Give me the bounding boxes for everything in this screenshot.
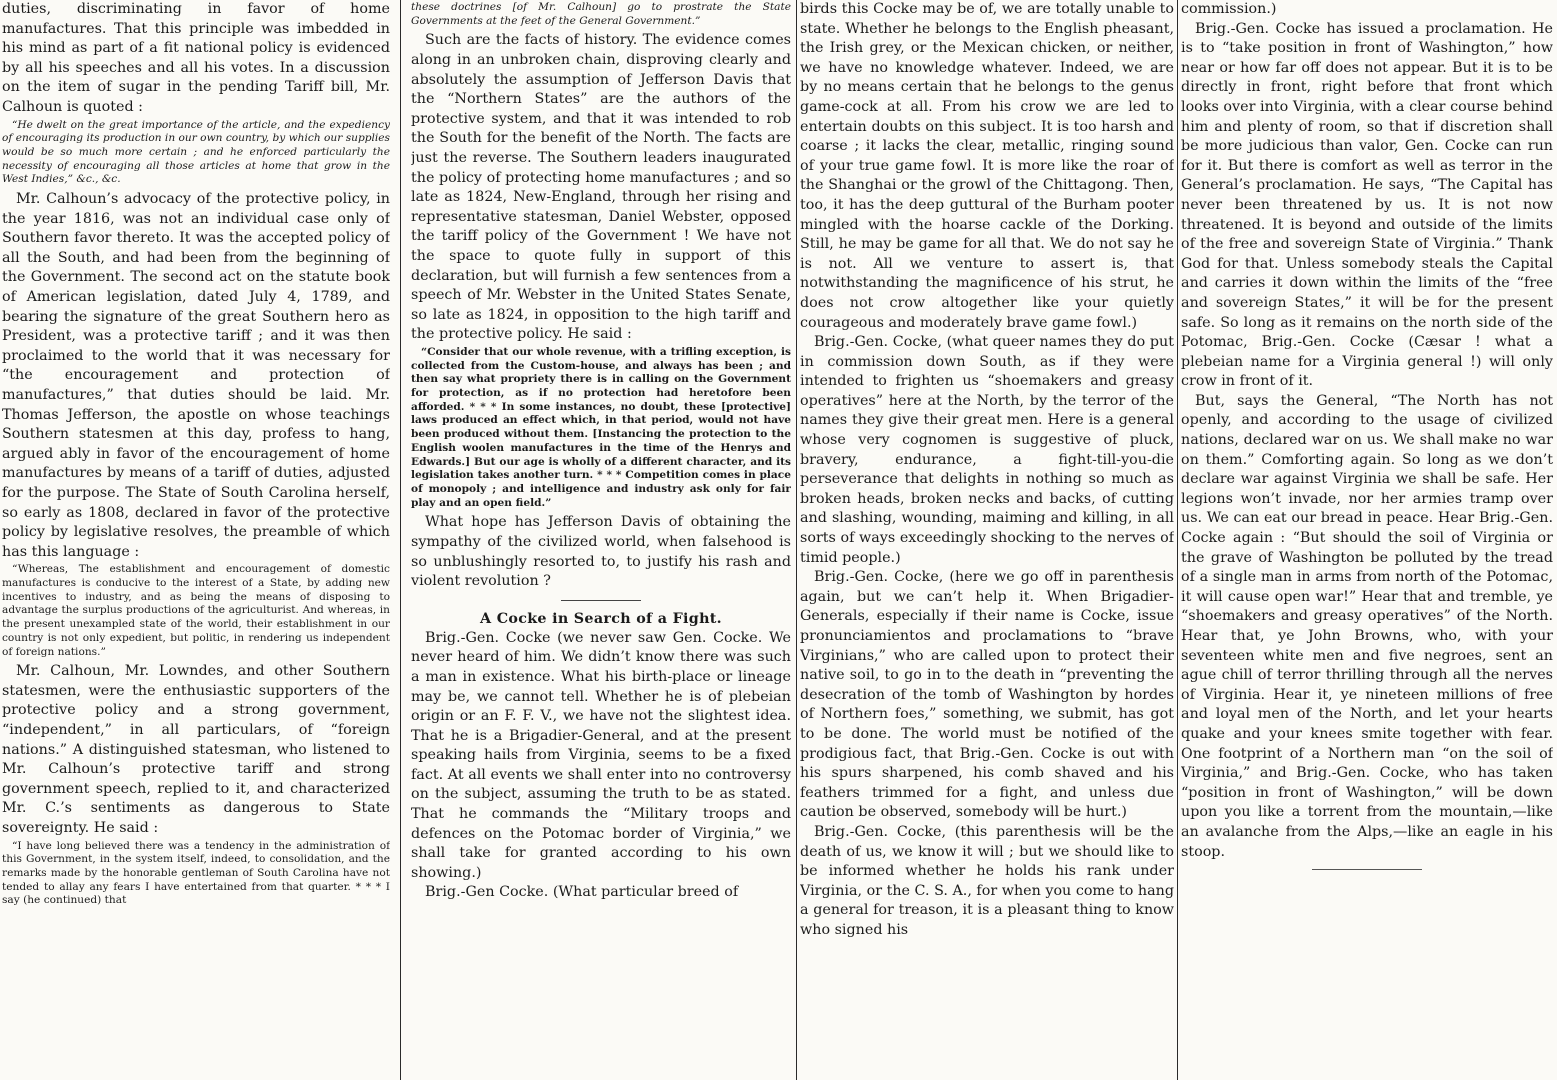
column-rule [796, 0, 797, 1080]
paragraph: duties, discriminating in favor of home manufactures. That this principle was imbedded in his mind as part of a fit national policy is evidenced by all his speeches and all his votes. In a discussion on the item of sugar in the pending Tariff bill, Mr. Calhoun is quoted : [2, 1, 390, 115]
paragraph: Brig.-Gen. Cocke has issued a proclamation. He is to “take position in front of Washington,” how near or how far off does not appear. But it is to be directly in front, right before that front which looks over into Virginia, with a clear course behind him and plenty of room, so that if discretion shall be more judicious than valor, Gen. Cocke can run for it. But there is comfort as well as terror in the General’s proclamation. He says, “The Capital has never been threatened by us. It is not now threatened. It is beyond and outside of the limits of the free and sovereign State of Virginia.” Thank God for that. Unless somebody steals the Capital and carries it down within the limits of the “free and sovereign States,” it will be for the present safe. So long as it remains on the north side of the Potomac, Brig.-Gen. Cocke (Cæsar ! what a plebeian name for a Virginia general !) will only crow in front of it. [1181, 20, 1553, 390]
article-heading: A Cocke in Search of a Fight. [480, 610, 722, 627]
paragraph: Brig.-Gen Cocke. (What particular breed of [425, 884, 739, 901]
column-rule [400, 0, 401, 1080]
paragraph: Brig.-Gen. Cocke (we never saw Gen. Cocke. We never heard of him. We didn’t know there was such a man in existence. What his birth-place or lineage may be, we cannot tell. Whether he is of plebeian origin or an F. F. V., we have not the slightest idea. That he is a Brigadier-General, and at the present speaking hails from Virginia, seems to be a fixed fact. At all events we shall enter into no controversy on the subject, assuming the truth to be as stated. That he commands the “Military troops and defences on the Potomac border of Virginia,” we shall take for granted according to his own showing.) [411, 629, 791, 881]
paragraph: Brig.-Gen. Cocke, (what queer names they do put in commission down South, as if they were intended to frighten us “shoemakers and greasy operatives” here at the North, by the terror of the names they give their great men. Here is a general whose very cognomen is suggestive of pluck, bravery, endurance, a fight-till-you-die perseverance that delights in nothing so much as broken heads, broken necks and backs, of cutting and slashing, wounding, maiming and killing, in all sorts of ways exceedingly shocking to the nerves of timid people.) [800, 334, 1174, 566]
paragraph: Mr. Calhoun, Mr. Lowndes, and other Southern statesmen, were the enthusiastic supporters of the protective policy and a strong government, “independent,” in all particulars, of “foreign nations.” A distinguished statesman, who listened to Mr. Calhoun’s protective tariff and strong government speech, replied to it, and characterized Mr. C.’s sentiments as dangerous to State sovereignty. He said : [2, 663, 390, 837]
paragraph: But, says the General, “The North has not openly, and according to the usage of civilized nations, declared war on us. We shall make no war on them.” Comforting again. So long as we don’t declare war against Virginia we shall be safe. Her legions won’t invade, nor her armies tramp over us. We can eat our bread in peace. Hear Brig.-Gen. Cocke again : “But should the soil of Virginia or the grave of Washington be polluted by the tread of a single man in arms from north of the Potomac, it will cause open war!” Hear that and tremble, ye “shoemakers and greasy operatives” of the North. Hear that, ye John Browns, who, with your seventeen white men and five negroes, sent an ague chill of terror thrilling through all the nerves of Virginia. Hear it, ye nineteen millions of free and loyal men of the North, and let your hearts quake and your knees smite together with fear. One footprint of a Northern man “on the soil of Virginia,” and Brig.-Gen. Cocke, who has taken “position in front of Washington,” will be down upon you like a torrent from the mountain,—like an avalanche from the Alps,—like an eagle in his stoop. [1181, 392, 1553, 860]
paragraph: commission.) [1181, 1, 1277, 17]
block-quote: “He dwelt on the great importance of the article, and the expediency of encouraging its production in our own country, by which our supplies would be so much more certain ; and he enforced particularly the necessity of encouraging all those articles at home that grow in the West Indies,” &c., &c. [2, 118, 390, 186]
column-1 [2, 0, 390, 1080]
block-quote: “Whereas, The establishment and encouragement of domestic manufactures is conducive to the interest of a State, by adding new incentives to industry, and as being the means of disposing to advantage the surplus productions of the agriculturist. And whereas, in the present unexampled state of the world, their establishment in our country is not only expedient, but politic, in rendering us independent of foreign nations.” [2, 563, 390, 658]
paragraph: Brig.-Gen. Cocke, (this parenthesis will be the death of us, we know it will ; but we should like to be informed whether he holds his rank under Virginia, or the C. S. A., for when you come to hang a general for treason, it is a pleasant thing to know who signed his [800, 823, 1174, 938]
block-quote: these doctrines [of Mr. Calhoun] go to prostrate the State Governments at the feet of the General Government.” [411, 1, 791, 27]
block-quote: “Consider that our whole revenue, with a trifling exception, is collected from the Custom-house, and always has been ; and then say what propriety there is in calling on the Government for protection, as if no protection had heretofore been afforded. * * * In some instances, no doubt, these [protective] laws produced an effect which, in that period, would not have been produced without them. [Instancing the protection to the English woolen manufactures in the time of the Henrys and Edwards.] But our age is wholly of a different character, and its legislation takes another turn. * * * Competition comes in place of monopoly ; and intelligence and industry ask only for fair play and an open field.” [411, 345, 791, 509]
column-3 [800, 0, 1174, 1080]
column-4 [1181, 0, 1553, 1080]
paragraph: Such are the facts of history. The evidence comes along in an unbroken chain, disproving clearly and absolutely the assumption of Jefferson Davis that the “Northern States” are the authors of the protective system, and that it was intended to rob the South for the benefit of the North. The facts are just the reverse. The Southern leaders inaugurated the policy of protecting home manufactures ; and so late as 1824, New-England, through her rising and representative statesman, Daniel Webster, opposed the tariff policy of the Government ! We have not the space to quote fully in support of this declaration, but will furnish a few sentences from a speech of Mr. Webster in the United States Senate, so late as 1824, in opposition to the high tariff and the protective policy. He said : [411, 32, 791, 343]
end-rule [1312, 869, 1422, 870]
column-2 [411, 0, 791, 1080]
column-rule [1177, 0, 1178, 1080]
paragraph: Brig.-Gen. Cocke, (here we go off in parenthesis again, but we can’t help it. When Brigadier-Generals, especially if their name is Cocke, issue pronunciamientos and proclamations to “brave Virginians,” who are called upon to protect their native soil, to go in to the death in “preventing the desecration of the tomb of Washington by hordes of Northern foes,” something, we submit, has got to be done. The world must be notified of the prodigious fact, that Brig.-Gen. Cocke is out with his spurs sharpened, his comb shaved and his feathers trimmed for a fight, and unless due caution be observed, somebody will be hurt.) [800, 569, 1174, 821]
paragraph: birds this Cocke may be of, we are totally unable to state. Whether he belongs to the English pheasant, the Irish grey, or the Mexican chicken, or neither, we have no knowledge whatever. Indeed, we are by no means certain that he belongs to the genus game-cock at all. From his crow we are led to entertain doubts on this subject. It is too harsh and coarse ; it lacks the clear, metallic, ringing sound of your true game fowl. It is more like the roar of the Shanghai or the growl of the Chittagong. Then, too, it has the deep guttural of the Burham pooter mingled with the hoarse cackle of the Dorking. Still, he may be game for all that. We do not say he is not. All we venture to assert is, that notwithstanding the magnificence of his strut, he does not crow altogether like your quietly courageous and moderately brave game fowl.) [800, 1, 1174, 331]
paragraph: What hope has Jefferson Davis of obtaining the sympathy of the civilized world, when falsehood is so unblushingly resorted to, to justify his rash and violent revolution ? [411, 514, 791, 590]
block-quote: “I have long believed there was a tendency in the administration of this Government, in the system itself, indeed, to consolidation, and the remarks made by the honorable gentleman of South Carolina have not tended to allay any fears I have entertained from that quarter. * * * I say (he continued) that [2, 839, 390, 907]
section-divider [561, 600, 641, 601]
paragraph: Mr. Calhoun’s advocacy of the protective policy, in the year 1816, was not an individual case only of Southern favor thereto. It was the accepted policy of all the South, and had been from the beginning of the Government. The second act on the statute book of American legislation, dated July 4, 1789, and bearing the signature of the great Southern hero as President, was a protective tariff ; and it was then proclaimed to the world that it was necessary for “the encouragement and protection of manufactures,” that duties should be laid. Mr. Thomas Jefferson, the apostle on whose teachings Southern statesmen at this day, profess to hang, argued ably in favor of the encouragement of home manufactures by means of a tariff of duties, adjusted for the purpose. The State of South Carolina herself, so early as 1808, declared in favor of the protective policy by legislative resolves, the preamble of which has this language : [2, 191, 390, 560]
